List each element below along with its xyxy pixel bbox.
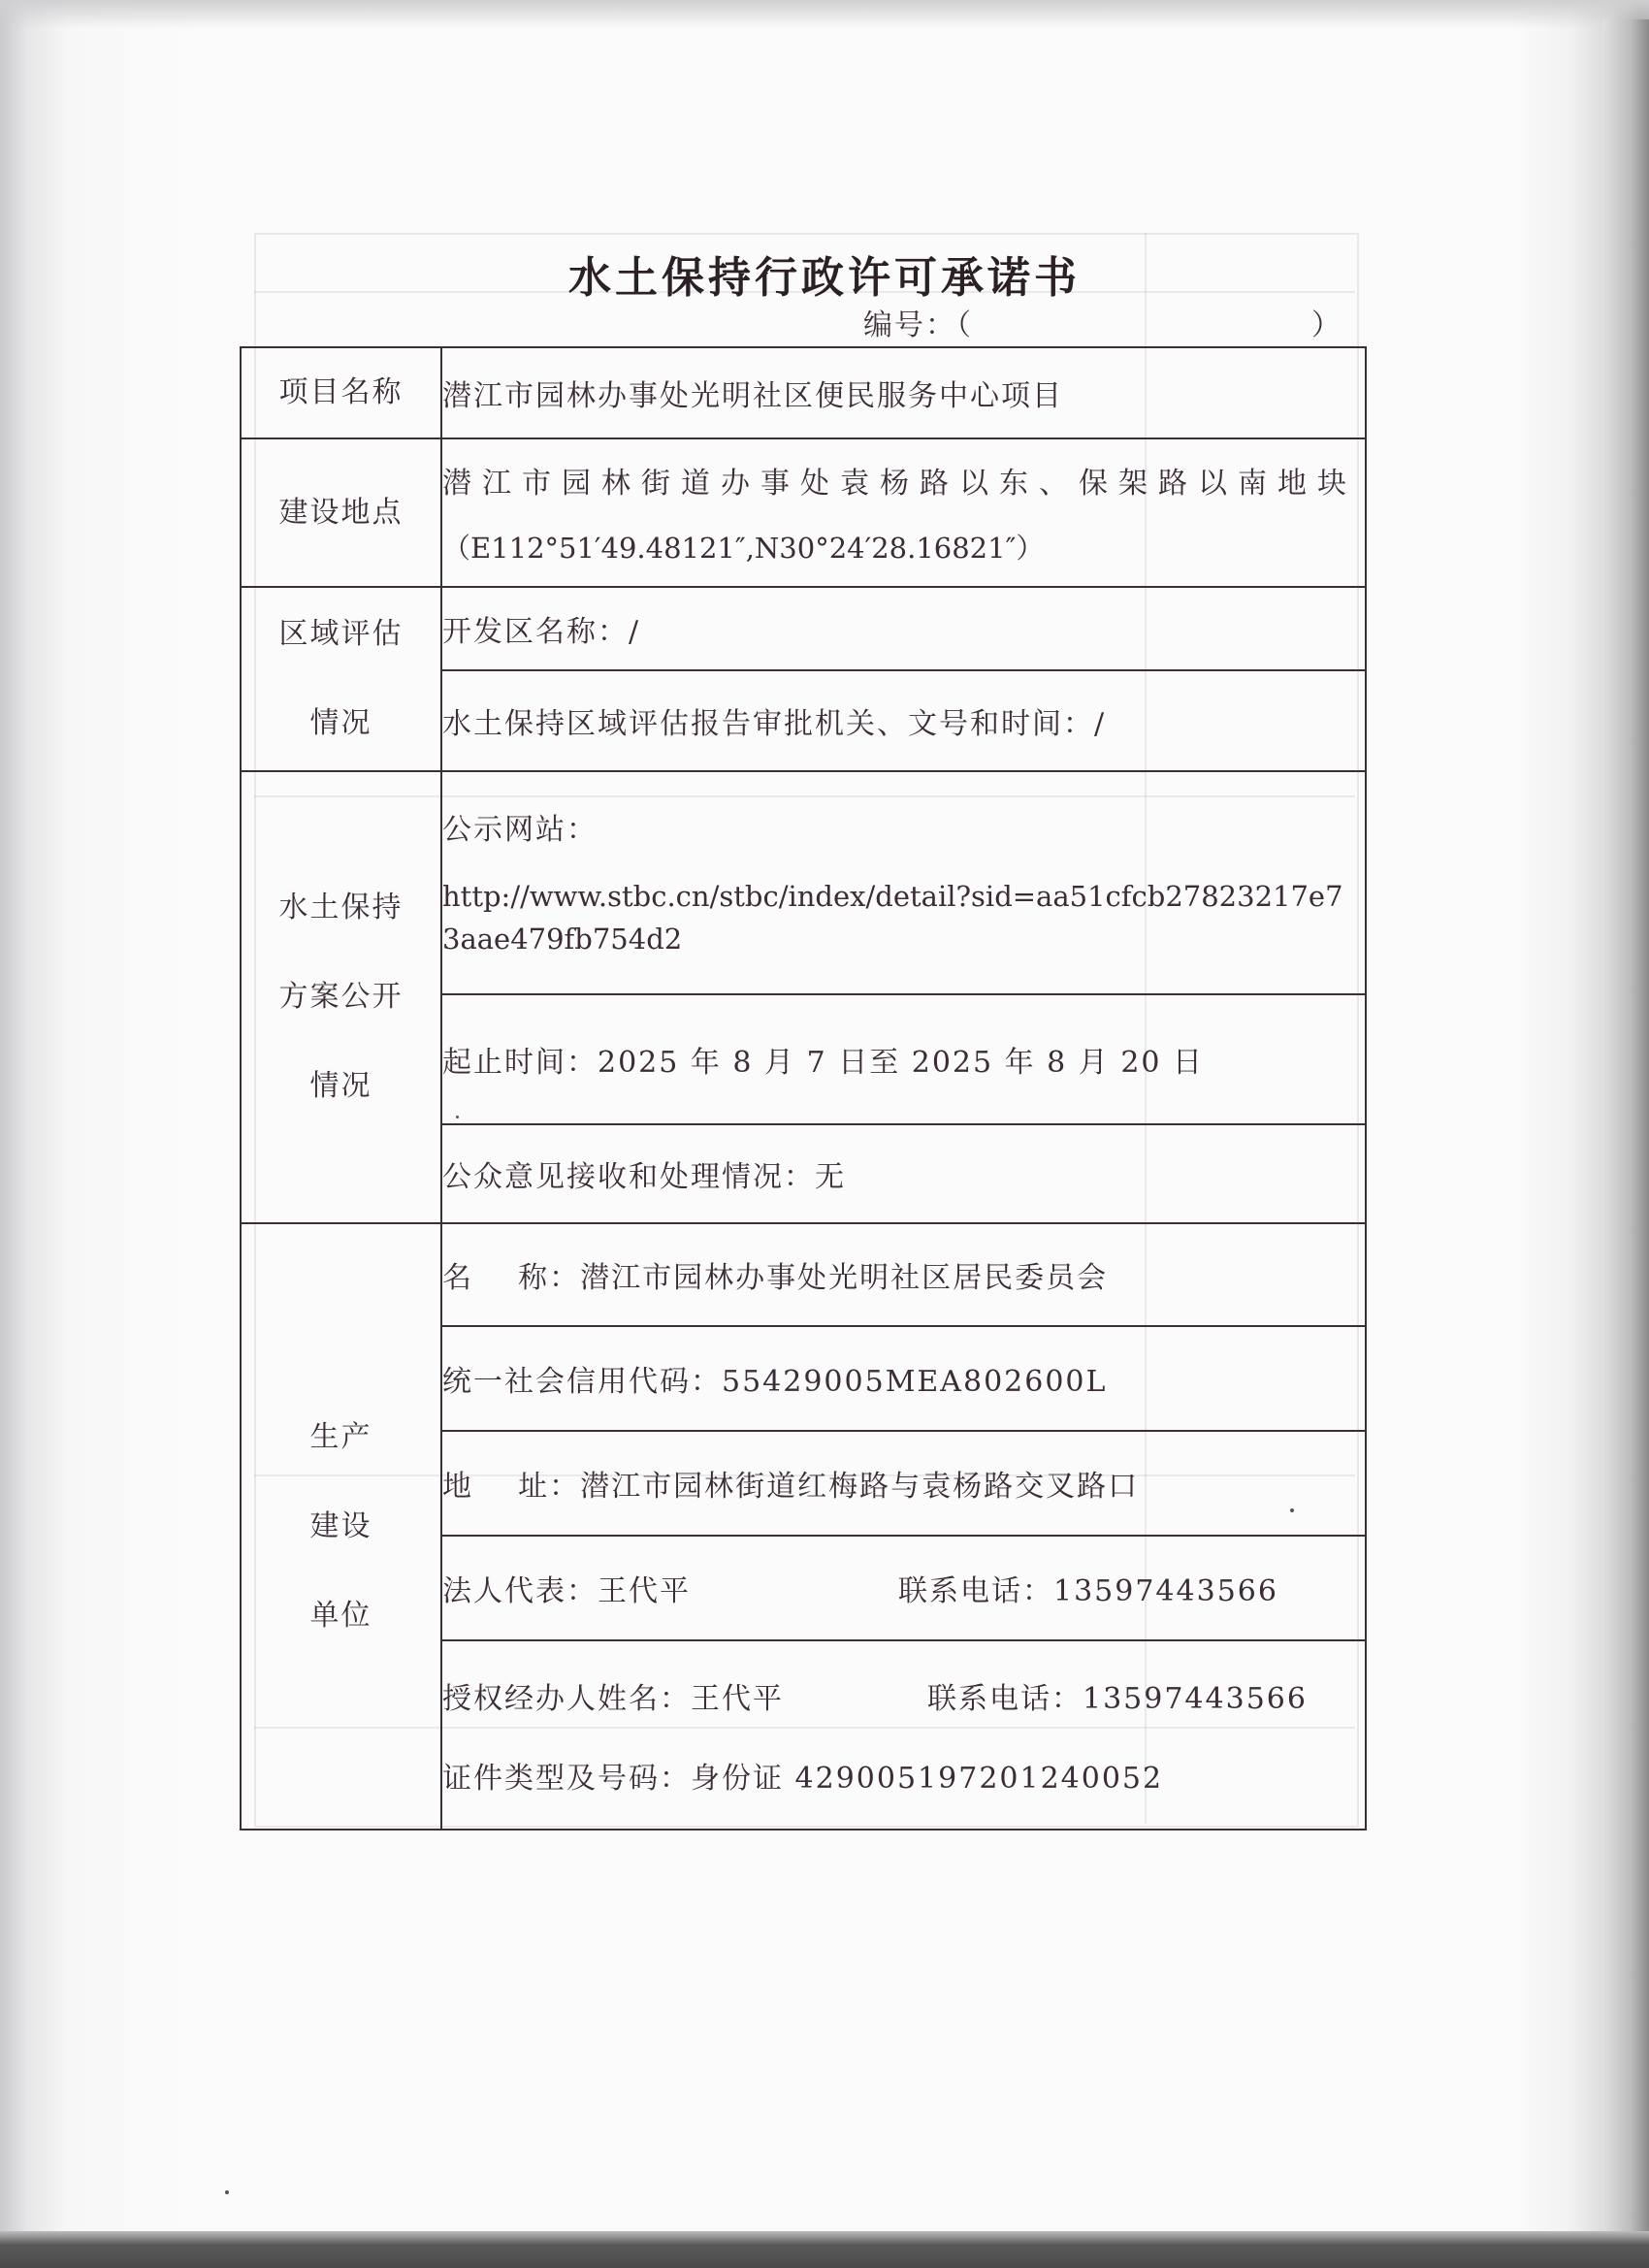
construction-unit-label (241, 1223, 441, 1830)
plan-disclosure-label (241, 771, 441, 1223)
regional-assessment-label (241, 587, 441, 771)
location-label: 建设地点 (241, 438, 441, 587)
location-line-1: 潜江市园林街道办事处袁杨路以东、保架路以南地块 (442, 467, 1357, 501)
row-project-name (241, 347, 1366, 438)
disclosure-label-line-3: 情况 (309, 1069, 372, 1103)
disclosure-label-line-2: 方案公开 (278, 980, 404, 1014)
agent-id-info: 证件类型及号码：身份证 429005197201240052 (442, 1761, 1164, 1796)
disclosure-period: 起止时间：2025 年 8 月 7 日至 2025 年 8 月 20 日 (441, 994, 1366, 1124)
unit-address (441, 1431, 1366, 1536)
public-feedback: 公众意见接收和处理情况：无 (441, 1124, 1366, 1223)
project-name-value: 潜江市园林办事处光明社区便民服务中心项目 (441, 347, 1366, 438)
row-unit-name (241, 1223, 1366, 1326)
serial-number (863, 301, 1342, 343)
regional-label-line-1: 区域评估 (278, 617, 404, 651)
unit-address-key: 地 址： (442, 1470, 581, 1504)
serial-label: 编号：（ (863, 308, 973, 342)
agent-name: 授权经办人姓名：王代平 (442, 1681, 784, 1716)
location-coordinates: （E112°51′49.48121″,N30°24′28.16821″） (442, 532, 1045, 565)
scan-speck (456, 1116, 459, 1118)
location-cell (441, 438, 1366, 587)
website-url[interactable]: http://www.stbc.cn/stbc/index/detail?sid=aa51cfcb27823217e73aae479fb754d2 (442, 880, 1343, 956)
disclosure-label-line-1: 水土保持 (278, 891, 404, 924)
unit-name-key: 名 称： (442, 1261, 581, 1295)
website-cell (441, 771, 1366, 994)
scan-bottom-edge (0, 2231, 1649, 2268)
scan-top-shadow (0, 0, 1649, 29)
unit-label-line-1: 生产 (309, 1419, 372, 1454)
row-regional-zone (241, 587, 1366, 670)
unit-name (441, 1223, 1366, 1326)
legal-representative: 法人代表：王代平 (442, 1574, 691, 1608)
row-disclosure-website (241, 771, 1366, 994)
regional-label-line-2: 情况 (309, 706, 372, 740)
credit-code: 统一社会信用代码：55429005MEA802600L (441, 1326, 1366, 1431)
zone-name: 开发区名称：/ (441, 587, 1366, 670)
agent-phone: 联系电话：13597443566 (927, 1681, 1308, 1716)
unit-address-value: 潜江市园林街道红梅路与袁杨路交叉路口 (580, 1470, 1140, 1504)
scan-speck (1290, 1508, 1294, 1512)
row-location (241, 438, 1366, 587)
legal-rep-cell (441, 1536, 1366, 1640)
serial-close: ） (1311, 308, 1342, 342)
scan-speck (225, 2190, 229, 2194)
legal-rep-phone: 联系电话：13597443566 (898, 1574, 1278, 1608)
agent-cell (441, 1640, 1366, 1830)
unit-label-line-3: 单位 (309, 1598, 372, 1633)
assessment-approval: 水土保持区域评估报告审批机关、文号和时间：/ (441, 670, 1366, 771)
project-name-label: 项目名称 (241, 347, 441, 438)
unit-name-value: 潜江市园林办事处光明社区居民委员会 (580, 1261, 1109, 1295)
website-label: 公示网站： (442, 813, 598, 847)
commitment-form-table (240, 346, 1367, 1831)
scan-right-edge (1602, 19, 1649, 2241)
unit-label-line-2: 建设 (309, 1508, 372, 1543)
document-title: 水土保持行政许可承诺书 (568, 253, 1081, 303)
